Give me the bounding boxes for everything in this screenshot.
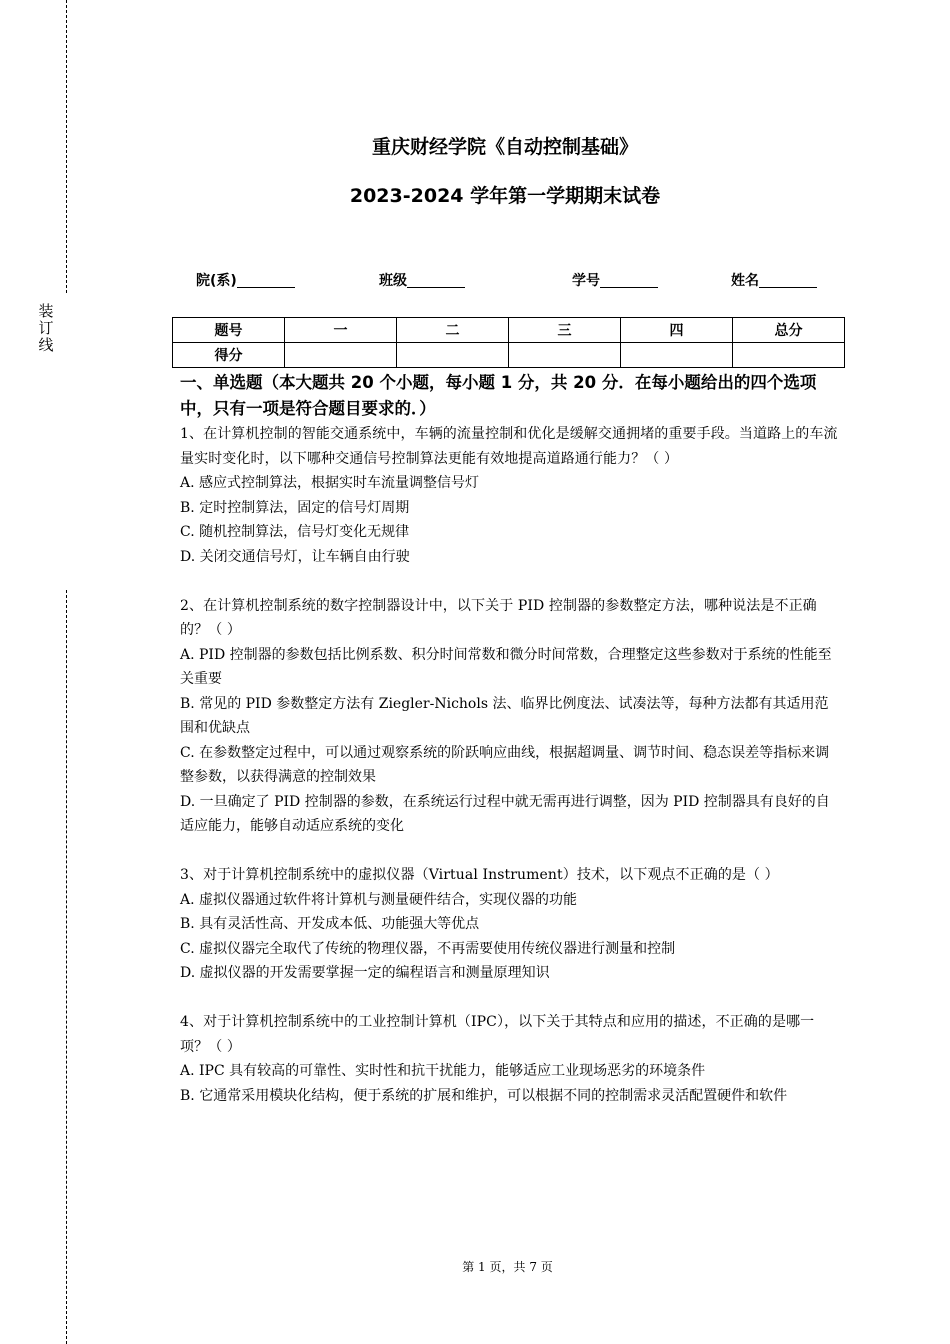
option: A. 虚拟仪器通过软件将计算机与测量硬件结合，实现仪器的功能 bbox=[180, 891, 578, 908]
question-1 bbox=[180, 422, 840, 569]
score-cell: 四 bbox=[621, 318, 733, 343]
question-stem: 1、在计算机控制的智能交通系统中，车辆的流量控制和优化是缓解交通拥堵的重要手段。当道路上的车流量实时变化时，以下哪种交通信号控制算法更能有效地提高道路通行能力？（ ） bbox=[180, 426, 838, 467]
student-id-blank[interactable] bbox=[600, 273, 658, 288]
exam-title-line1: 重庆财经学院《自动控制基础》 bbox=[371, 136, 638, 158]
score-cell: 得分 bbox=[173, 343, 285, 368]
option: B. 常见的 PID 参数整定方法有 Ziegler-Nichols 法、临界比例度法、试凑法等，每种方法都有其适用范围和优缺点 bbox=[180, 695, 829, 736]
score-cell: 题号 bbox=[173, 318, 285, 343]
score-input-cell[interactable] bbox=[397, 343, 509, 368]
option: B. 定时控制算法，固定的信号灯周期 bbox=[180, 499, 410, 516]
option: A. IPC 具有较高的可靠性、实时性和抗干扰能力，能够适应工业现场恶劣的环境条件 bbox=[180, 1063, 706, 1079]
department-label: 院(系) bbox=[196, 273, 237, 289]
question-3 bbox=[180, 863, 840, 986]
question-stem: 3、对于计算机控制系统中的虚拟仪器（Virtual Instrument）技术，以下观点不正确的是（ ） bbox=[180, 867, 779, 883]
score-cell: 三 bbox=[509, 318, 621, 343]
option: C. 在参数整定过程中，可以通过观察系统的阶跃响应曲线，根据超调量、调节时间、稳态误差等指标来调整参数，以获得满意的控制效果 bbox=[180, 744, 830, 785]
score-table-score-row bbox=[173, 343, 845, 368]
class-label: 班级 bbox=[379, 273, 407, 289]
option: D. 一旦确定了 PID 控制器的参数，在系统运行过程中就无需再进行调整，因为 PID 控制器具有良好的自适应能力，能够自动适应系统的变化 bbox=[180, 793, 830, 834]
option: A. PID 控制器的参数包括比例系数、积分时间常数和微分时间常数，合理整定这些参数对于系统的性能至关重要 bbox=[180, 646, 832, 687]
student-id-field[interactable] bbox=[572, 270, 658, 290]
option: C. 虚拟仪器完全取代了传统的物理仪器，不再需要使用传统仪器进行测量和控制 bbox=[180, 940, 676, 957]
class-blank[interactable] bbox=[407, 273, 465, 288]
name-label: 姓名 bbox=[731, 273, 759, 289]
section-title: 一、单选题（本大题共 20 个小题，每小题 1 分，共 20 分．在每小题给出的四个选项中，只有一项是符合题目要求的．） bbox=[180, 373, 817, 418]
page-footer: 第 1 页，共 7 页 bbox=[462, 1260, 553, 1274]
option: D. 虚拟仪器的开发需要掌握一定的编程语言和测量原理知识 bbox=[180, 965, 550, 981]
exam-title-line2: 2023-2024 学年第一学期期末试卷 bbox=[349, 185, 661, 207]
department-blank[interactable] bbox=[237, 273, 295, 288]
department-field[interactable] bbox=[196, 270, 295, 290]
name-blank[interactable] bbox=[759, 273, 817, 288]
binding-line-bottom bbox=[66, 590, 67, 1344]
score-cell: 总分 bbox=[733, 318, 845, 343]
question-stem: 4、对于计算机控制系统中的工业控制计算机（IPC），以下关于其特点和应用的描述，不正确的是哪一项？（ ） bbox=[180, 1014, 815, 1055]
class-field[interactable] bbox=[379, 270, 465, 290]
score-input-cell[interactable] bbox=[285, 343, 397, 368]
binding-label: 装 订 线 bbox=[38, 302, 54, 354]
option: B. 它通常采用模块化结构，便于系统的扩展和维护，可以根据不同的控制需求灵活配置硬件和软件 bbox=[180, 1087, 788, 1104]
question-2 bbox=[180, 594, 840, 839]
option: C. 随机控制算法，信号灯变化无规律 bbox=[180, 524, 410, 540]
score-cell: 一 bbox=[285, 318, 397, 343]
score-input-cell[interactable] bbox=[509, 343, 621, 368]
score-input-cell[interactable] bbox=[733, 343, 845, 368]
exam-content bbox=[180, 370, 840, 1108]
option: D. 关闭交通信号灯，让车辆自由行驶 bbox=[180, 548, 410, 565]
option: A. 感应式控制算法，根据实时车流量调整信号灯 bbox=[180, 475, 480, 491]
score-table bbox=[172, 317, 845, 368]
option: B. 具有灵活性高、开发成本低、功能强大等优点 bbox=[180, 916, 480, 932]
score-cell: 二 bbox=[397, 318, 509, 343]
score-input-cell[interactable] bbox=[621, 343, 733, 368]
question-stem: 2、在计算机控制系统的数字控制器设计中，以下关于 PID 控制器的参数整定方法，哪种说法是不正确的？（ ） bbox=[180, 597, 817, 638]
question-4 bbox=[180, 1010, 840, 1108]
name-field[interactable] bbox=[731, 270, 817, 290]
student-id-label: 学号 bbox=[572, 273, 600, 289]
score-table-header-row bbox=[173, 318, 845, 343]
